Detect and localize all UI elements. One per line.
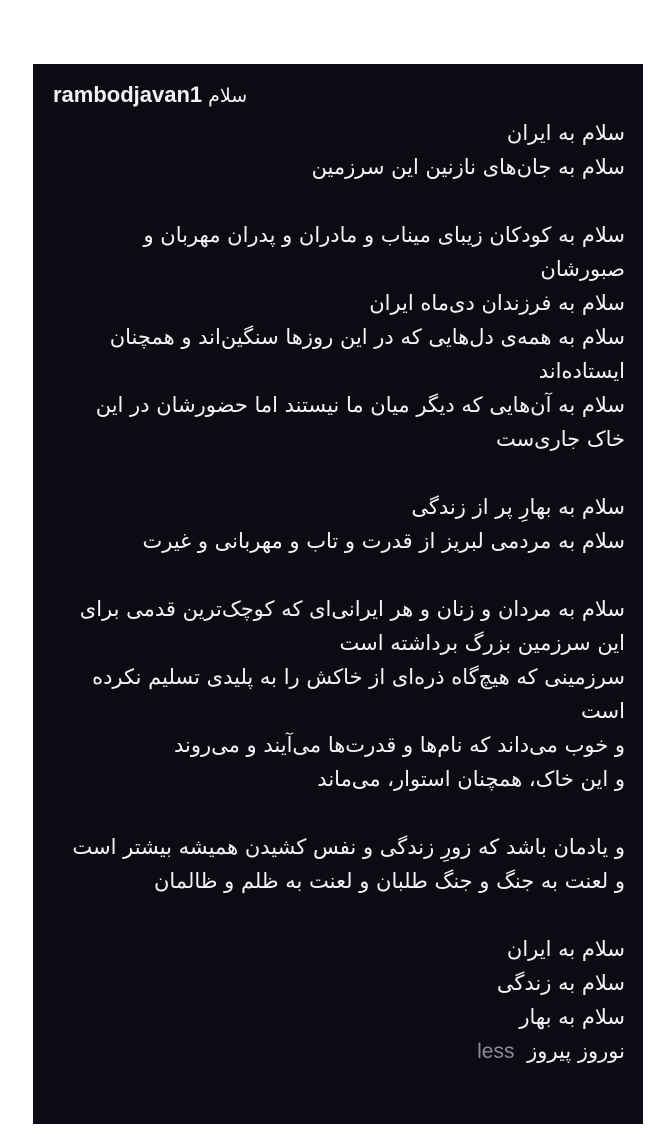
caption-blank-line — [65, 796, 625, 830]
caption-line: سلام به ایران — [506, 937, 625, 961]
caption-line: سلام به مردمی لبریز از قدرت و تاب و مهربانی و غیرت — [142, 529, 625, 553]
caption-line: سلام به بهار — [519, 1005, 625, 1029]
caption-line: سلام به فرزندان دی‌ماه ایران — [369, 291, 625, 315]
caption-line: و یادمان باشد که زورِ زندگی و نفس کشیدن همیشه بیشتر است — [72, 835, 625, 859]
caption-line: سلام به زندگی — [496, 971, 625, 995]
caption-line: و خوب می‌داند که نام‌ها و قدرت‌ها می‌آیند و می‌روند — [173, 733, 625, 757]
caption-line: سلام به همه‌ی دل‌هایی که در این روزها سنگین‌اند و همچنان ایستاده‌اند — [109, 325, 625, 383]
caption-line: سلام به بهارِ پر از زندگی — [411, 495, 625, 519]
caption-body — [65, 116, 625, 1069]
caption-line: سلام به کودکان زیبای میناب و مادران و پدران مهربان و صبورشان — [143, 223, 625, 281]
less-button[interactable]: less — [477, 1040, 515, 1063]
caption-first-word: سلام — [208, 85, 248, 107]
caption-blank-line — [65, 898, 625, 932]
caption-line: سلام به جان‌های نازنین این سرزمین — [311, 155, 625, 179]
username-link[interactable]: rambodjavan1 — [53, 82, 203, 107]
caption-blank-line — [65, 558, 625, 592]
caption-blank-line — [65, 456, 625, 490]
caption-header — [53, 82, 247, 112]
caption-card — [33, 64, 643, 1124]
caption-line: سرزمینی که هیچ‌گاه ذره‌ای از خاکش را به پلیدی تسلیم نکرده است — [92, 665, 625, 723]
caption-line: و لعنت به جنگ و جنگ طلبان و لعنت به ظلم و ظالمان — [153, 869, 625, 893]
caption-line: سلام به ایران — [506, 121, 625, 145]
caption-last-line-text: نوروز پیروز — [527, 1039, 625, 1063]
caption-line: و این خاک، همچنان استوار، می‌ماند — [317, 767, 625, 791]
caption-last-line — [65, 1034, 625, 1069]
caption-line: سلام به مردان و زنان و هر ایرانی‌ای که کوچک‌ترین قدمی برای این سرزمین بزرگ برداشته است — [79, 597, 625, 655]
caption-blank-line — [65, 184, 625, 218]
caption-line: سلام به آن‌هایی که دیگر میان ما نیستند اما حضورشان در این خاک جاری‌ست — [95, 393, 625, 451]
caption-lines — [65, 116, 625, 1034]
